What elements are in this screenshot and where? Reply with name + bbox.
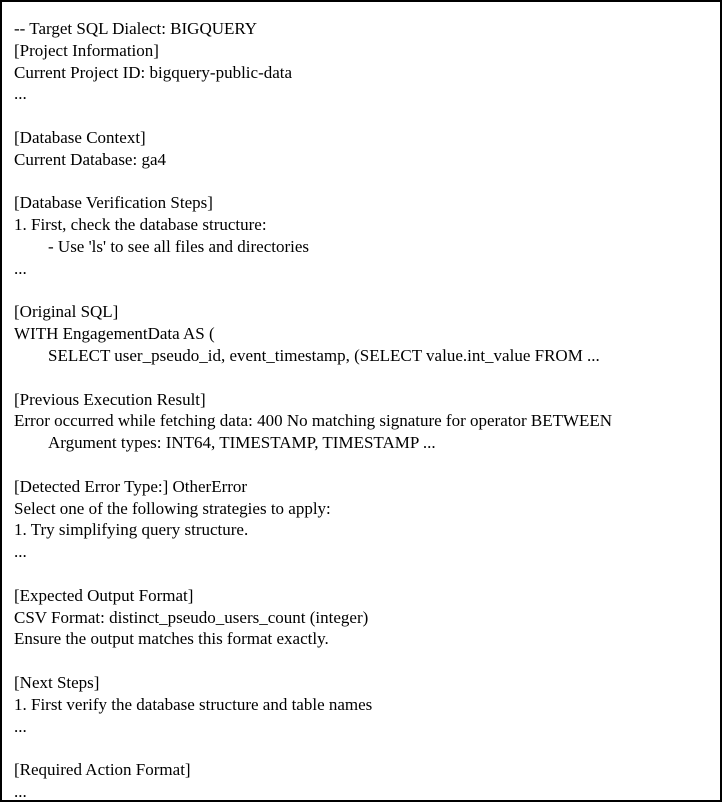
required-action-heading: [Required Action Format] [14, 760, 191, 780]
original-sql-line-2: SELECT user_pseudo_id, event_timestamp, (SELECT value.int_value FROM ... [48, 345, 600, 365]
spacer [14, 105, 720, 127]
previous-result-heading: [Previous Execution Result] [14, 389, 206, 409]
verification-heading: [Database Verification Steps] [14, 193, 213, 213]
expected-output-note: Ensure the output matches this format exactly. [14, 629, 329, 649]
next-steps-step-1: 1. First verify the database structure and table names [14, 694, 373, 714]
spacer [14, 171, 720, 193]
next-steps-ellipsis: ... [14, 716, 27, 736]
spacer [14, 280, 720, 302]
spacer [14, 563, 720, 585]
original-sql-line-1: WITH EngagementData AS ( [14, 324, 215, 344]
spacer [14, 454, 720, 476]
dialect-line: -- Target SQL Dialect: BIGQUERY [14, 19, 258, 38]
spacer [14, 650, 720, 672]
database-heading: [Database Context] [14, 127, 146, 147]
previous-result-line-2: Argument types: INT64, TIMESTAMP, TIMESTAMP ... [48, 433, 436, 453]
error-type-strategy-1: 1. Try simplifying query structure. [14, 520, 249, 540]
database-current-line: Current Database: ga4 [14, 149, 166, 169]
spacer [14, 737, 720, 759]
verification-step-1: 1. First, check the database structure: [14, 215, 267, 235]
expected-output-heading: [Expected Output Format] [14, 585, 194, 605]
previous-result-line-1: Error occurred while fetching data: 400 No matching signature for operator BETWEEN [14, 411, 613, 431]
verification-step-1-sub: - Use 'ls' to see all files and directories [48, 236, 310, 256]
project-heading: [Project Information] [14, 40, 159, 60]
project-id-line: Current Project ID: bigquery-public-data [14, 62, 293, 82]
error-type-ellipsis: ... [14, 542, 27, 562]
expected-output-format-line: CSV Format: distinct_pseudo_users_count (integer) [14, 607, 369, 627]
verification-ellipsis: ... [14, 258, 27, 278]
next-steps-heading: [Next Steps] [14, 672, 100, 692]
error-type-heading: [Detected Error Type:] OtherError [14, 476, 248, 496]
spacer [14, 367, 720, 389]
required-action-ellipsis: ... [14, 781, 27, 801]
project-ellipsis: ... [14, 84, 27, 104]
error-type-instruction: Select one of the following strategies to apply: [14, 498, 331, 518]
original-sql-heading: [Original SQL] [14, 302, 119, 322]
